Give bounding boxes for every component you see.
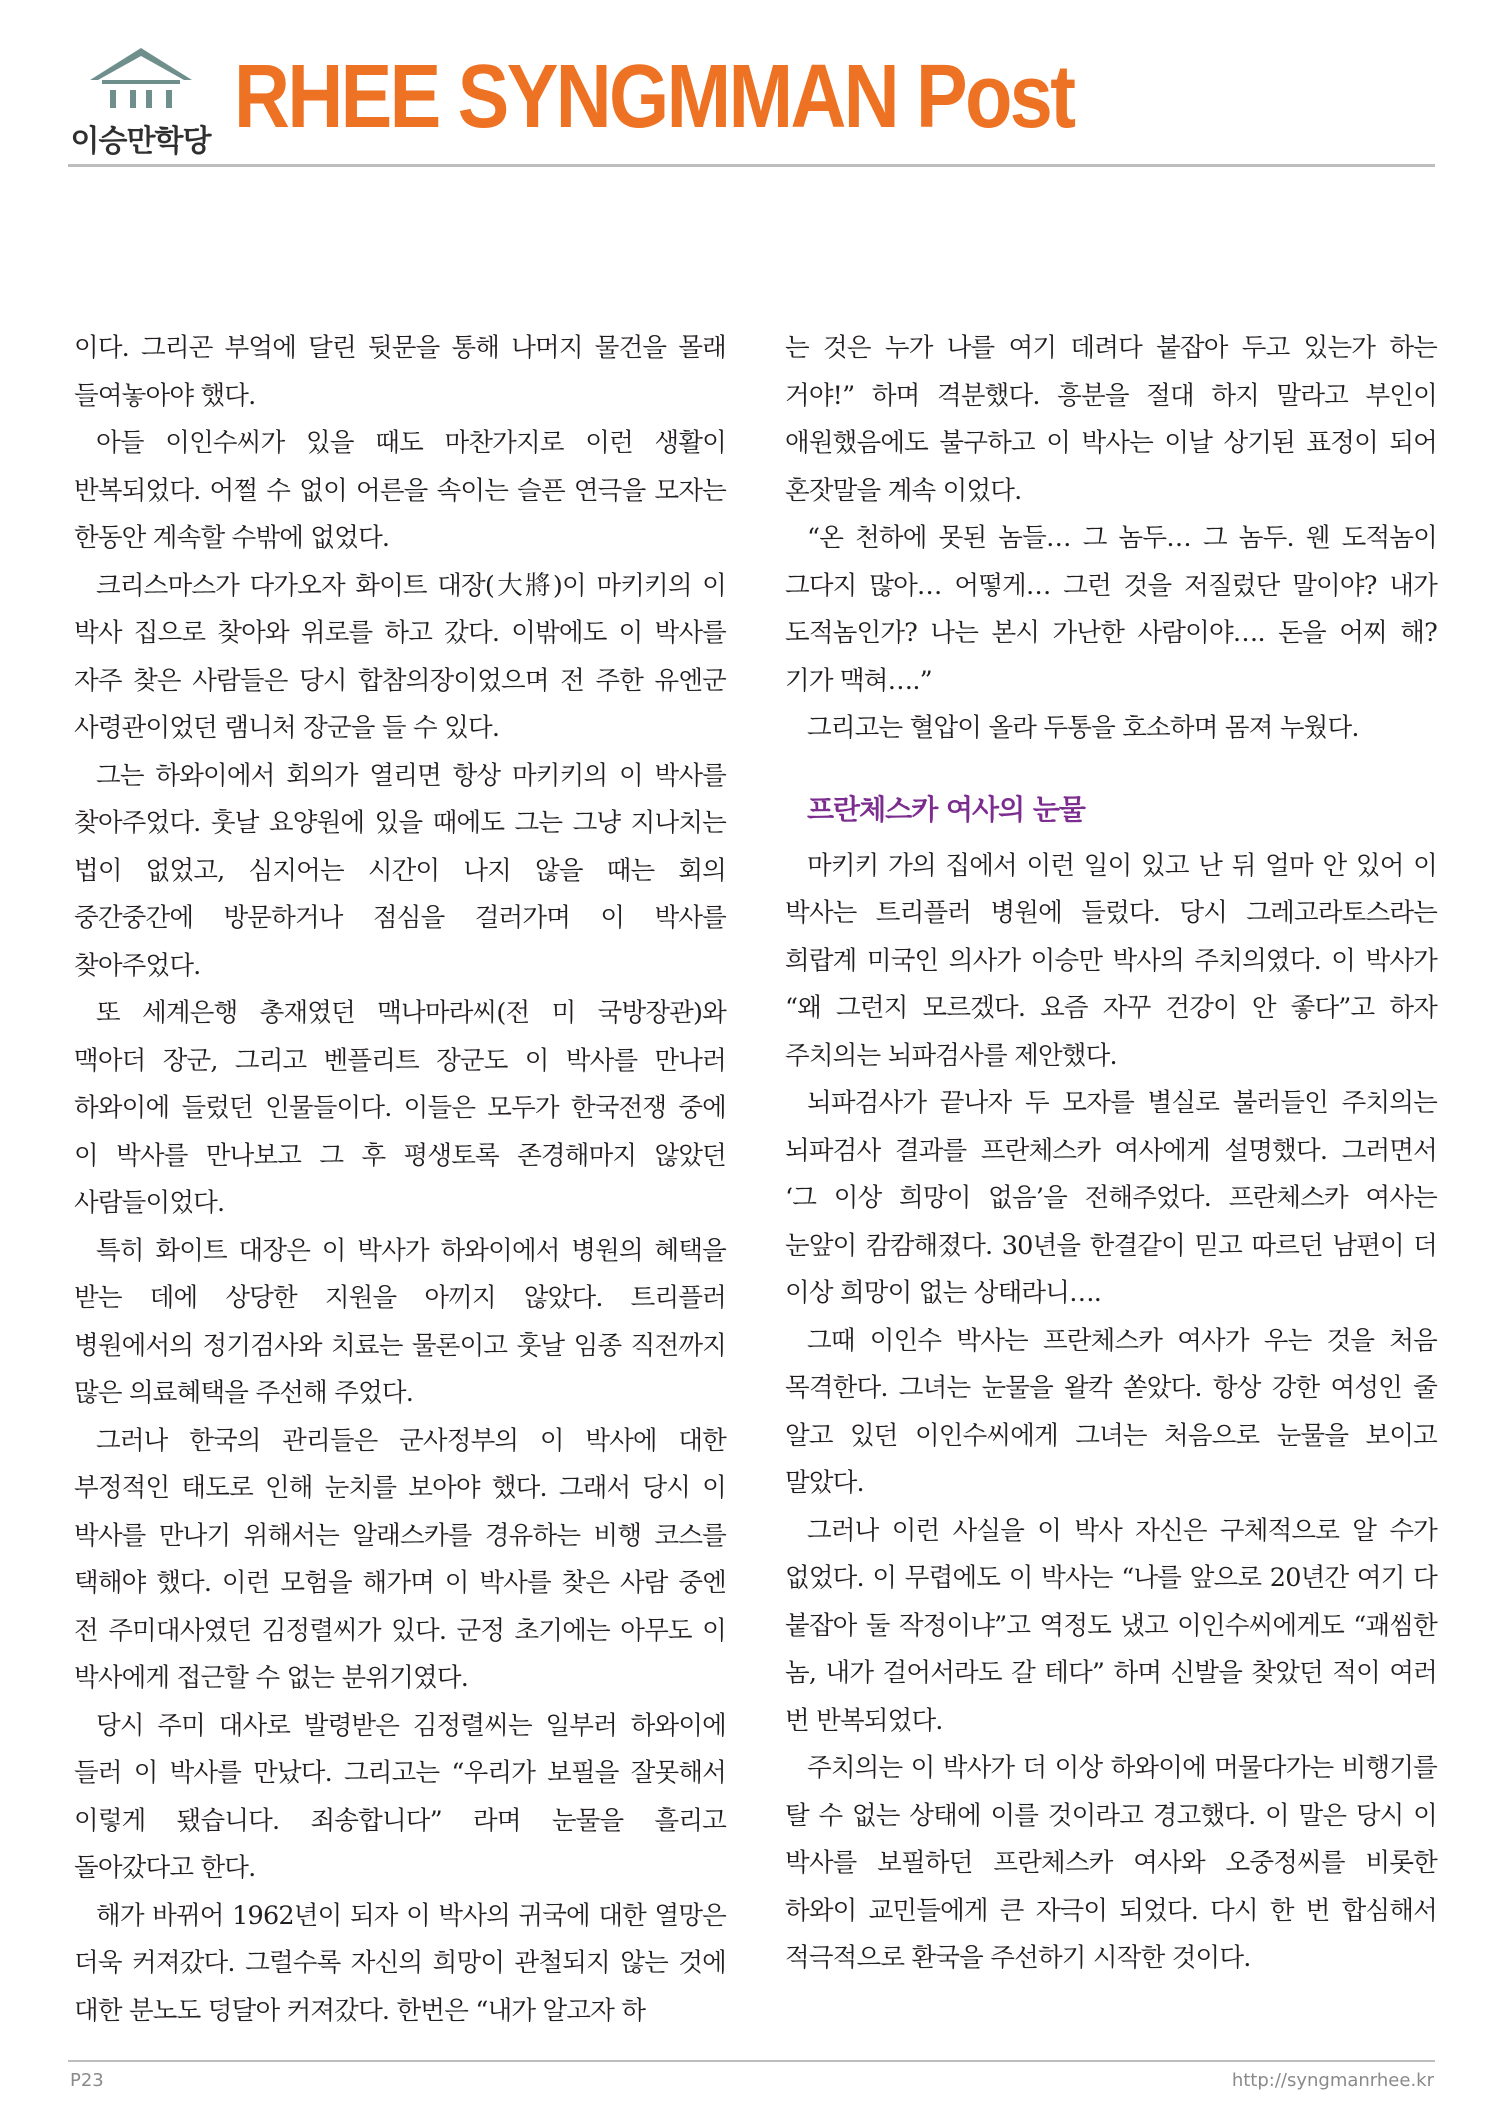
paragraph: 그러나 한국의 관리들은 군사정부의 이 박사에 대한 부정적인 태도로 인해 눈치를 보아야 했다. 그래서 당시 이 박사를 만나기 위해서는 알래스카를 경유하는 비행 코스를 택해야 했다. 이런 모험을 해가며 이 박사를 찾은 사람 중엔 전 주미대사였던 김정렬씨가 있다. 군정 초기에는 아무도 이 박사에게 접근할 수 없는 분위기였다. [74,1425,726,1693]
paragraph: 크리스마스가 다가오자 화이트 대장(大將)이 마키키의 이 박사 집으로 찾아와 위로를 하고 갔다. 이밖에도 이 박사를 자주 찾은 사람들은 당시 합참의장이었으며 전 주한 유엔군 사령관이었던 램니처 장군을 들 수 있다. [74,570,726,743]
paragraph: 당시 주미 대사로 발령받은 김정렬씨는 일부러 하와이에 들러 이 박사를 만났다. 그리고는 “우리가 보필을 잘못해서 이렇게 됐습니다. 죄송합니다” 라며 눈물을 흘리고 돌아갔다고 한다. [74,1710,726,1883]
left-column [74,325,726,2035]
masthead [68,46,1433,166]
paragraph: 주치의는 이 박사가 더 이상 하와이에 머물다가는 비행기를 탈 수 없는 상태에 이를 것이라고 경고했다. 이 말은 당시 이 박사를 보필하던 프란체스카 여사와 오중정씨를 비롯한 하와이 교민들에게 큰 자극이 되었다. 다시 한 번 합심해서 적극적으로 환국을 주선하기 시작한 것이다. [785,1753,1437,1973]
header-divider [68,164,1435,167]
paragraph: 그리고는 혈압이 올라 두통을 호소하며 몸져 누웠다. [807,713,1359,743]
footer-url[interactable]: http://syngmanrhee.kr [1231,2070,1434,2091]
section-heading: 프란체스카 여사의 눈물 [807,792,1085,826]
paragraph: 마키키 가의 집에서 이런 일이 있고 난 뒤 얼마 안 있어 이 박사는 트리플러 병원에 들렀다. 당시 그레고라토스라는 희랍계 미국인 의사가 이승만 박사의 주치의였다. 이 박사가 “왜 그런지 모르겠다. 요즘 자꾸 건강이 안 좋다”고 하자 주치의는 뇌파검사를 제안했다. [785,850,1437,1071]
paragraph: 그러나 이런 사실을 이 박사 자신은 구체적으로 알 수가 없었다. 이 무렵에도 이 박사는 “나를 앞으로 20년간 여기 다 붙잡아 둘 작정이냐”고 역정도 냈고 이인수씨에게도 “괘씸한 놈, 내가 걸어서라도 갈 테다” 하며 신발을 찾았던 적이 여러 번 반복되었다. [785,1515,1437,1736]
paragraph: 그때 이인수 박사는 프란체스카 여사가 우는 것을 처음 목격한다. 그녀는 눈물을 왈칵 쏟았다. 항상 강한 여성인 줄 알고 있던 이인수씨에게 그녀는 처음으로 눈물을 보이고 말았다. [785,1325,1437,1498]
paragraph: 뇌파검사가 끝나자 두 모자를 별실로 불러들인 주치의는 뇌파검사 결과를 프란체스카 여사에게 설명했다. 그러면서 ‘그 이상 희망이 없음’을 전해주었다. 프란체스카 여사는 눈앞이 캄캄해졌다. 30년을 한결같이 믿고 따르던 남편이 더 이상 희망이 없는 상태라니…. [785,1088,1437,1308]
page-number: P23 [70,2070,104,2091]
paragraph: 이다. 그리곤 부엌에 달린 뒷문을 통해 나머지 물건을 몰래 들여놓아야 했다. [74,333,726,411]
paragraph: “온 천하에 못된 놈들… 그 놈두… 그 놈두. 웬 도적놈이 그다지 많아… 어떻게… 그런 것을 저질렀단 말이야? 내가 도적놈인가? 나는 본시 가난한 사람이야…. 돈을 어찌 해? 기가 맥혀….” [785,523,1437,696]
paragraph: 해가 바뀌어 1962년이 되자 이 박사의 귀국에 대한 열망은 더욱 커져갔다. 그럴수록 자신의 희망이 관철되지 않는 것에 대한 분노도 덩달아 커져갔다. 한번은 “내가 알고자 하 [74,1900,726,2026]
footer-divider [68,2060,1435,2062]
publication-title: RHEE SYNGMMAN Post [234,47,1074,147]
house-icon [88,46,194,114]
logo-text: 이승만학당 [70,124,211,159]
paragraph: 는 것은 누가 나를 여기 데려다 붙잡아 두고 있는가 하는 거야!” 하며 격분했다. 흥분을 절대 하지 말라고 부인이 애원했음에도 불구하고 이 박사는 이날 상기된 표정이 되어 혼잣말을 계속 이었다. [785,333,1437,506]
right-column [785,325,1437,1983]
logo [68,46,213,158]
paragraph: 아들 이인수씨가 있을 때도 마찬가지로 이런 생활이 반복되었다. 어쩔 수 없이 어른을 속이는 슬픈 연극을 모자는 한동안 계속할 수밖에 없었다. [74,428,726,553]
paragraph: 또 세계은행 총재였던 맥나마라씨(전 미 국방장관)와 맥아더 장군, 그리고 벤플리트 장군도 이 박사를 만나러 하와이에 들렀던 인물들이다. 이들은 모두가 한국전쟁 중에 이 박사를 만나보고 그 후 평생토록 존경해마지 않았던 사람들이었다. [74,998,726,1218]
paragraph: 특히 화이트 대장은 이 박사가 하와이에서 병원의 혜택을 받는 데에 상당한 지원을 아끼지 않았다. 트리플러 병원에서의 정기검사와 치료는 물론이고 훗날 임종 직전까지 많은 의료혜택을 주선해 주었다. [74,1235,726,1408]
paragraph: 그는 하와이에서 회의가 열리면 항상 마키키의 이 박사를 찾아주었다. 훗날 요양원에 있을 때에도 그는 그냥 지나치는 법이 없었고, 심지어는 시간이 나지 않을 때는 회의 중간중간에 방문하거나 점심을 걸러가며 이 박사를 찾아주었다. [74,760,726,981]
